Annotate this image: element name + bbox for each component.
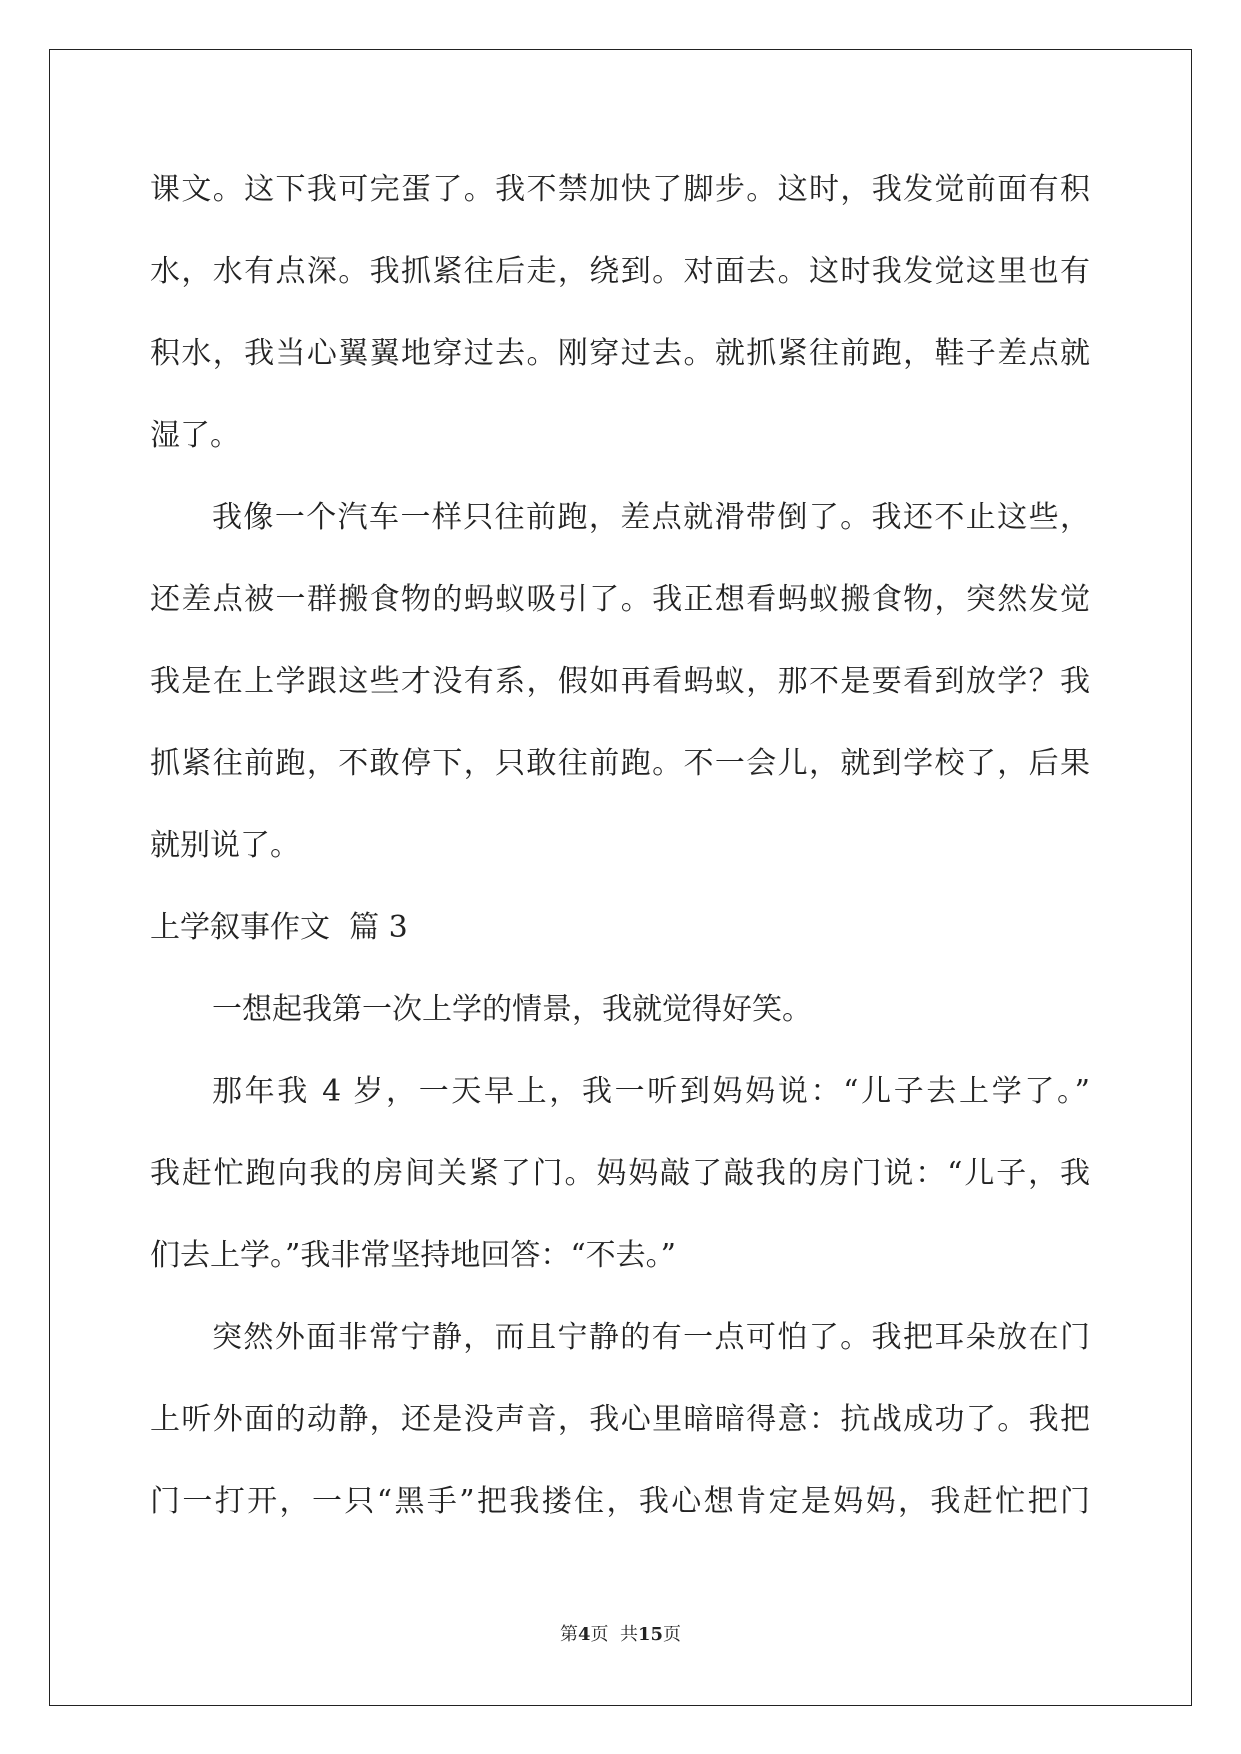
section-heading: 上学叙事作文 篇 3 <box>150 910 408 945</box>
page-border <box>49 49 1192 1706</box>
body-text-line: 就别说了。 <box>150 828 300 863</box>
footer-total-pages: 15 <box>637 1624 664 1645</box>
paragraph-first-line: 我像一个汽车一样只往前跑，差点就滑带倒了。我还不止这些， <box>212 500 1090 535</box>
body-text-line: 门一打开，一只“黑手”把我搂住，我心想肯定是妈妈，我赶忙把门 <box>150 1484 1090 1519</box>
footer-mid: 页 共 <box>590 1624 638 1645</box>
body-text-line: 积水，我当心翼翼地穿过去。刚穿过去。就抓紧往前跑，鞋子差点就 <box>150 336 1090 371</box>
body-text-line: 我是在上学跟这些才没有系，假如再看蚂蚁，那不是要看到放学？我 <box>150 664 1090 699</box>
body-text-line: 湿了。 <box>150 418 240 453</box>
body-text-line: 我赶忙跑向我的房间关紧了门。妈妈敲了敲我的房门说：“儿子，我 <box>150 1156 1090 1191</box>
body-text-line: 还差点被一群搬食物的蚂蚁吸引了。我正想看蚂蚁搬食物，突然发觉 <box>150 582 1090 617</box>
body-text-line: 上听外面的动静，还是没声音，我心里暗暗得意：抗战成功了。我把 <box>150 1402 1090 1437</box>
paragraph-first-line: 一想起我第一次上学的情景，我就觉得好笑。 <box>212 992 812 1027</box>
paragraph-first-line: 突然外面非常宁静，而且宁静的有一点可怕了。我把耳朵放在门 <box>212 1320 1090 1355</box>
footer-page-number: 4 <box>577 1624 591 1645</box>
body-text-line: 们去上学。”我非常坚持地回答：“不去。” <box>150 1238 677 1273</box>
body-text-line: 课文。这下我可完蛋了。我不禁加快了脚步。这时，我发觉前面有积 <box>150 172 1090 207</box>
footer-prefix: 第 <box>559 1624 578 1645</box>
body-text-line: 抓紧往前跑，不敢停下，只敢往前跑。不一会儿，就到学校了，后果 <box>150 746 1090 781</box>
page-footer <box>0 1620 1241 1646</box>
footer-suffix: 页 <box>663 1624 682 1645</box>
body-text-line: 水，水有点深。我抓紧往后走，绕到。对面去。这时我发觉这里也有 <box>150 254 1090 289</box>
paragraph-first-line: 那年我 4 岁，一天早上，我一听到妈妈说：“儿子去上学了。” <box>212 1074 1090 1109</box>
